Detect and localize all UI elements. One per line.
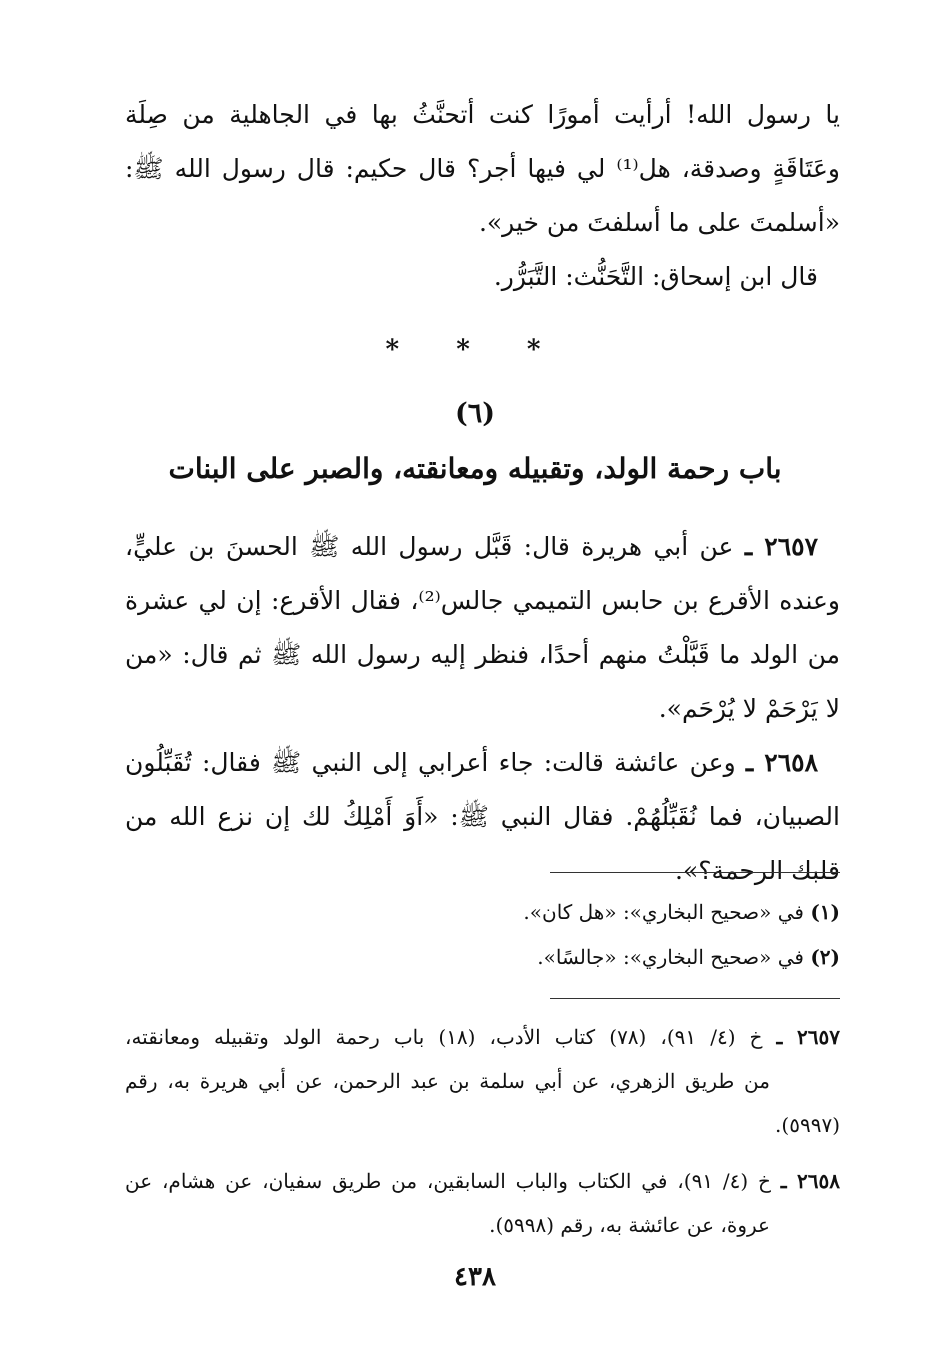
reference-number: ٢٦٥٨ ـ (780, 1169, 840, 1193)
footnotes (300, 890, 840, 980)
references-divider (550, 998, 840, 999)
reference-text-continued: من طريق الزهري، عن أبي سلمة بن عبد الرحمن، عن أبي هريرة به، رقم (٥٩٩٧). (125, 1069, 840, 1137)
hadith-section (125, 520, 840, 898)
ibn-ishaq-note: قال ابن إسحاق: التَّحَنُّث: التَّبَرُّر. (493, 262, 818, 291)
footnote-marker: (٢) (810, 945, 840, 969)
footnote-item (300, 890, 840, 935)
reference-item (125, 1015, 840, 1147)
footnote-divider (550, 872, 840, 873)
hadith-2657 (125, 520, 840, 736)
intro-section (125, 88, 840, 304)
hadith-number: ٢٦٥٨ ـ (745, 748, 818, 777)
footnote-item (300, 935, 840, 980)
footnote-marker: (١) (810, 900, 840, 924)
intro-paragraph: يا رسول الله! أرأيت أمورًا كنت أتحنَّثُ بها في الجاهلية من صِلَة وعَتَاقَةٍ وصدقة، هل⁽¹⁾ لي فيها أجر؟ قال حكيم: قال رسول الله ﷺ: «أسلمتَ على ما أسلفتَ من خير». (125, 100, 840, 237)
hadith-number: ٢٦٥٧ ـ (744, 532, 818, 561)
section-separator: * * * (385, 335, 565, 365)
reference-text: خ (٤/ ٩١)، (٧٨) كتاب الأدب، (١٨) باب رحمة الولد وتقبيله ومعانقته، (125, 1025, 763, 1049)
hadith-text: وعن عائشة قالت: جاء أعرابي إلى النبي ﷺ فقال: تُقَبِّلُون الصبيان، فما نُقَبِّلُهُمْ. فقال النبي ﷺ: «أَوَ أَمْلِكُ لك إن نزع الله من قلبك الرحمة؟». (125, 748, 840, 885)
reference-text-continued: عروة، عن عائشة به، رقم (٥٩٩٨). (489, 1213, 770, 1237)
footnote-text: في «صحيح البخاري»: «هل كان». (523, 900, 804, 924)
chapter-title: باب رحمة الولد، وتقبيله ومعانقته، والصبر على البنات (168, 452, 782, 485)
hadith-text: عن أبي هريرة قال: قَبَّل رسول الله ﷺ الحسنَ بن عليٍّ، وعنده الأقرع بن حابس التميمي جالس⁽²⁾، فقال الأقرع: إن لي عشرة من الولد ما قَبَّلْتُ منهم أحدًا، فنظر إليه رسول الله ﷺ ثم قال: «من لا يَرْحَمْ لا يُرْحَم». (125, 532, 841, 723)
source-references (125, 1015, 840, 1259)
chapter-number: (٦) (454, 398, 496, 429)
reference-item (125, 1159, 840, 1247)
hadith-2658 (125, 736, 840, 898)
footnote-text: في «صحيح البخاري»: «جالسًا». (537, 945, 804, 969)
reference-text: خ (٤/ ٩١)، في الكتاب والباب السابقين، من طريق سفيان، عن هشام، عن (125, 1169, 771, 1193)
page-number: ٤٣٨ (454, 1262, 496, 1292)
reference-number: ٢٦٥٧ ـ (776, 1025, 840, 1049)
